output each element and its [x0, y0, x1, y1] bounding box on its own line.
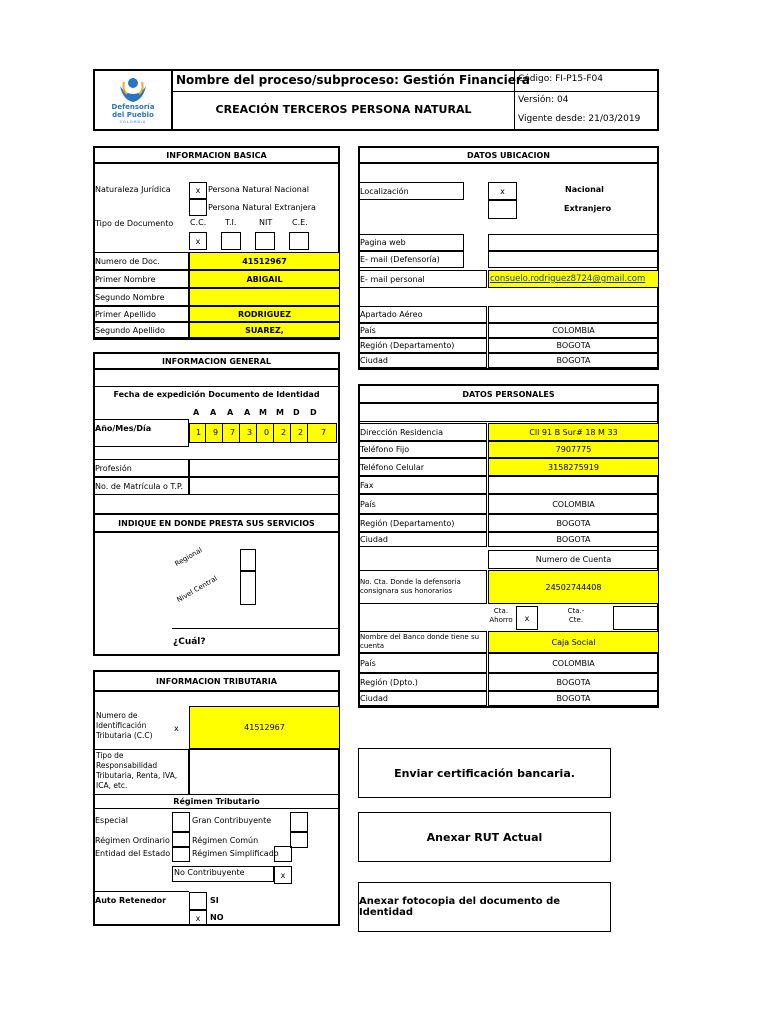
fax-label: Fax [358, 476, 487, 494]
date-digit-sep-3 [239, 423, 240, 443]
doc-type-cc-checkbox[interactable]: x [189, 232, 207, 250]
bank-city-label: Ciudad [358, 691, 487, 706]
tax-id-label: Numero de Identificación Tributaria (C.C) [96, 711, 153, 740]
profession-label: Profesión [93, 459, 189, 477]
web-field[interactable] [488, 234, 659, 251]
tax-title: INFORMACION TRIBUTARIA [93, 670, 340, 692]
nature-foreign-option: Persona Natural Extranjera [208, 203, 316, 212]
date-digit-sep-2 [222, 423, 223, 443]
nature-label: Naturaleza Jurídica [95, 185, 171, 194]
locality-foreign-option: Extranjero [564, 204, 612, 213]
date-letter-1: A [193, 408, 200, 417]
personal-city-field[interactable]: BOGOTA [488, 532, 659, 547]
non-taxpayer-label: No Contribuyente [174, 868, 245, 877]
general-info-title: INFORMACION GENERAL [93, 352, 340, 370]
doc-type-ce: C.E. [292, 218, 308, 227]
regime-title: Régimen Tributario [173, 797, 260, 806]
regime-common: Régimen Común [192, 836, 259, 845]
regime-common-checkbox[interactable] [290, 832, 308, 848]
nature-national-checkbox[interactable]: x [189, 182, 207, 199]
date-digit-8: 7 [321, 428, 327, 437]
regime-state-entity: Entidad del Estado [95, 849, 171, 858]
date-digit-sep-7 [307, 423, 308, 443]
logo-emblem-icon [100, 72, 166, 104]
form-valid-from: Vigente desde: 21/03/2019 [518, 114, 641, 124]
doc-type-ti-checkbox[interactable] [221, 232, 241, 250]
regime-state-checkbox[interactable] [172, 846, 190, 862]
savings-label: Cta. Ahorro [489, 607, 513, 624]
self-withholder-divider [93, 891, 189, 892]
logo-text-line2: del Pueblo [112, 111, 154, 119]
personal-region-field[interactable]: BOGOTA [488, 514, 659, 532]
nature-foreign-checkbox[interactable] [189, 199, 207, 216]
personal-country-label: País [358, 494, 487, 514]
date-digit-4: 3 [247, 428, 253, 437]
date-letter-2: A [210, 408, 217, 417]
registration-label: No. de Matrícula o T.P. [93, 477, 189, 495]
which-divider [172, 628, 340, 629]
bank-country-field[interactable]: COLOMBIA [488, 653, 659, 673]
region-label: Región (Departamento) [358, 338, 487, 353]
email-def-label: E- mail (Defensoría) [358, 251, 464, 268]
bank-label: Nombre del Banco donde tiene su cuenta [360, 633, 480, 650]
self-withholder-no: NO [210, 913, 224, 922]
doc-type-ce-checkbox[interactable] [289, 232, 309, 250]
doc-number-label: Numero de Doc. [93, 252, 189, 270]
phone-field[interactable]: 7907775 [488, 441, 659, 458]
account-header: Numero de Cuenta [488, 550, 659, 569]
second-surname-label: Segundo Apellido [93, 322, 189, 338]
date-digit-sep-4 [256, 423, 257, 443]
date-digit-5: 0 [264, 428, 270, 437]
doc-type-label: Tipo de Documento [95, 219, 174, 228]
mobile-field[interactable]: 3158275919 [488, 458, 659, 476]
date-letter-8: D [310, 408, 317, 417]
date-letter-3: A [227, 408, 234, 417]
tax-id-field[interactable]: 41512967 [189, 706, 340, 749]
city-field[interactable]: BOGOTA [488, 353, 659, 368]
registration-field[interactable] [189, 477, 340, 495]
po-box-field[interactable] [488, 306, 659, 323]
account-field[interactable]: 24502744408 [488, 570, 659, 604]
personal-title: DATOS PERSONALES [358, 384, 659, 404]
po-box-label: Apartado Aéreo [358, 306, 487, 323]
date-digit-sep-6 [290, 423, 291, 443]
regime-ordinary: Régimen Ordinario [95, 836, 170, 845]
locality-national-checkbox[interactable]: x [488, 182, 517, 200]
nature-national-option: Persona Natural Nacional [208, 185, 309, 194]
doc-type-nit: NIT [259, 218, 273, 227]
date-letter-4: A [244, 408, 251, 417]
country-label: País [358, 323, 487, 338]
send-bank-cert-button[interactable]: Enviar certificación bancaria. [358, 748, 611, 798]
date-letter-6: M [276, 408, 284, 417]
form-code: Código: FI-P15-F04 [518, 74, 603, 84]
mobile-label: Teléfono Celular [358, 458, 487, 476]
tax-resp-label: Tipo de Responsabilidad Tributaria, Renta, IVA, ICA, etc. [96, 751, 178, 790]
date-letter-7: D [293, 408, 300, 417]
region-field[interactable]: BOGOTA [488, 338, 659, 353]
email-personal-label: E- mail personal [358, 270, 487, 288]
second-surname-field[interactable]: SUAREZ, [189, 322, 340, 338]
date-row-label: Año/Mes/Día [95, 424, 152, 433]
regional-label: Regional [173, 546, 204, 569]
profession-field[interactable] [189, 459, 340, 477]
regime-simplified: Régimen Simplificado [192, 849, 279, 858]
bank-region-field[interactable]: BOGOTA [488, 673, 659, 691]
date-digit-1: 1 [196, 428, 202, 437]
logo-text-line3: COLOMBIA [119, 120, 147, 124]
date-digit-sep-1 [205, 423, 206, 443]
personal-country-field[interactable]: COLOMBIA [488, 494, 659, 514]
address-label: Dirección Residencia [358, 423, 487, 441]
header-logo-divider [171, 69, 173, 131]
web-label: Pagina web [358, 234, 464, 251]
bank-field[interactable]: Caja Social [488, 631, 659, 653]
doc-number-field[interactable]: 41512967 [189, 252, 340, 270]
attach-id-copy-button[interactable]: Anexar fotocopia del documento de Identidad [358, 882, 611, 932]
date-letter-5: M [259, 408, 267, 417]
first-name-label: Primer Nombre [93, 270, 189, 288]
tax-resp-field[interactable] [189, 749, 340, 795]
first-name-field[interactable]: ABIGAIL [189, 270, 340, 288]
checking-checkbox[interactable] [613, 606, 659, 630]
tax-id-mark: x [174, 724, 179, 733]
self-withholder-label: Auto Retenedor [95, 896, 167, 905]
regime-special: Especial [95, 816, 128, 825]
savings-checkbox[interactable]: x [516, 606, 538, 630]
second-name-label: Segundo Nombre [93, 288, 189, 306]
bank-region-label: Región (Dpto.) [358, 673, 487, 691]
first-surname-label: Primer Apellido [93, 306, 189, 322]
personal-region-label: Región (Departamento) [358, 514, 487, 532]
locality-national-option: Nacional [565, 185, 604, 194]
locality-label: Localización [358, 182, 464, 200]
doc-type-cc: C.C. [190, 218, 207, 227]
date-digits-field[interactable] [189, 423, 337, 443]
form-title: CREACIÓN TERCEROS PERSONA NATURAL [215, 103, 472, 116]
regime-special-checkbox[interactable] [172, 812, 190, 832]
second-name-field[interactable] [189, 288, 340, 306]
date-digit-7: 2 [298, 428, 304, 437]
fax-field[interactable] [488, 476, 659, 494]
general-divider [93, 386, 340, 387]
header-row-divider [173, 91, 659, 92]
personal-divider [358, 421, 659, 422]
regime-big-taxpayer: Gran Contribuyente [192, 816, 272, 825]
address-field[interactable]: Cll 91 B Sur# 18 M 33 [488, 423, 659, 441]
attach-rut-button[interactable]: Anexar RUT Actual [358, 812, 611, 862]
self-withholder-no-checkbox[interactable]: x [189, 910, 207, 926]
email-personal-field[interactable]: consuelo.rodriguez8724@gmail.com [488, 270, 659, 288]
services-title: INDIQUE EN DONDE PRESTA SUS SERVICIOS [93, 513, 340, 533]
logo-text-line1: Defensoría [111, 103, 155, 111]
country-field[interactable]: COLOMBIA [488, 323, 659, 338]
self-withholder-yes: SI [210, 896, 219, 905]
checking-label: Cta.- Cte. [567, 607, 585, 624]
process-name: Nombre del proceso/subproceso: Gestión Financiera [176, 73, 530, 87]
date-digit-2: 9 [213, 428, 219, 437]
date-digit-3: 7 [230, 428, 236, 437]
personal-city-label: Ciudad [358, 532, 487, 547]
bank-city-field[interactable]: BOGOTA [488, 691, 659, 706]
doc-type-nit-checkbox[interactable] [255, 232, 275, 250]
first-surname-field[interactable]: RODRIGUEZ [189, 306, 340, 322]
doc-type-ti: T.I. [225, 218, 237, 227]
email-def-field[interactable] [488, 251, 659, 268]
central-label: Nivel Central [175, 574, 219, 605]
non-taxpayer-checkbox[interactable]: x [274, 866, 292, 884]
regional-checkbox[interactable] [240, 549, 256, 571]
account-label: No. Cta. Donde la defensoria consignara sus honorarios [360, 578, 461, 595]
phone-label: Teléfono Fijo [358, 441, 487, 458]
form-version: Versión: 04 [518, 95, 569, 105]
date-digit-6: 2 [281, 428, 287, 437]
which-label: ¿Cuál? [173, 637, 206, 647]
central-checkbox[interactable] [240, 571, 256, 605]
locality-foreign-checkbox[interactable] [488, 200, 517, 219]
date-digit-sep-5 [273, 423, 274, 443]
logo [100, 72, 166, 128]
bank-country-label: País [358, 653, 487, 673]
regime-divider [93, 808, 340, 809]
regime-simplified-checkbox[interactable] [274, 846, 292, 862]
city-label: Ciudad [358, 353, 487, 368]
issue-date-label: Fecha de expedición Documento de Identidad [113, 390, 320, 399]
location-title: DATOS UBICACION [358, 146, 659, 164]
self-withholder-yes-checkbox[interactable] [189, 892, 207, 910]
basic-info-title: INFORMACION BASICA [93, 146, 340, 164]
regime-big-taxpayer-checkbox[interactable] [290, 812, 308, 832]
